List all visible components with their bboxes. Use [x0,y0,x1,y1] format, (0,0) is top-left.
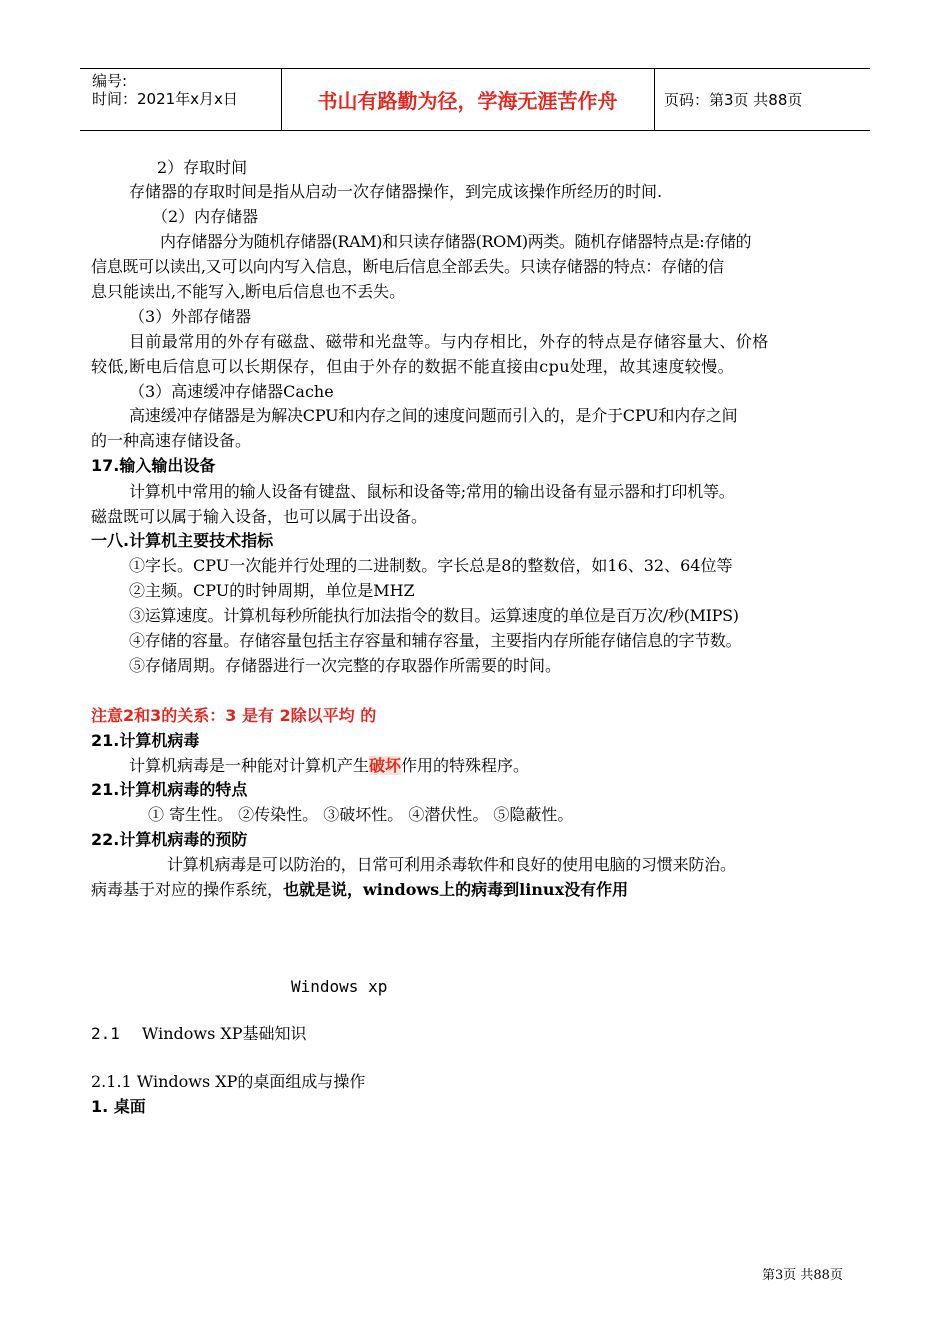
footer-page-number: 第3页 共88页 [762,1268,843,1283]
para-io-devices-2: 磁盘既可以属于输入设备，也可以属于出设备。 [91,507,428,526]
heading-virus-prevention: 22.计算机病毒的预防 [91,830,248,849]
virus-definition-highlight: 破坏 [369,756,402,775]
para-virus-prevention-1: 计算机病毒是可以防治的，日常可利用杀毒软件和良好的使用电脑的习惯来防治。 [167,855,736,874]
virus-prevention-normal: 病毒基于对应的操作系统， [91,880,284,899]
para-internal-memory-1: 内存储器分为随机存储器(RAM)和只读存储器(ROM)两类。随机存储器特点是:存储的 [160,232,752,251]
heading-2-1-number: 2.1 [91,1024,120,1043]
heading-tech-specs: 一八.计算机主要技术指标 [91,531,274,550]
para-external-memory-1: 目前最常用的外存有磁盘、磁带和光盘等。与内存相比，外存的特点是存储容量大、价格 [129,332,769,351]
section-title-windows-xp: Windows xp [291,977,388,996]
para-cache-1: 高速缓冲存储器是为解决CPU和内存之间的速度问题而引入的，是介于CPU和内存之间 [129,406,738,425]
header-page-number: 页码：第3页 共88页 [664,91,803,109]
heading-virus-features: 21.计算机病毒的特点 [91,780,248,799]
item-internal-memory: （2）内存储器 [152,207,259,226]
para-virus-definition [129,756,529,776]
heading-2-1-text: Windows XP基础知识 [141,1024,307,1043]
header-time: 时间：2021年x月x日 [92,90,238,108]
para-virus-prevention-2 [91,880,628,900]
virus-features-list: ① 寄生性。 ②传染性。 ③破坏性。 ④潜伏性。 ⑤隐蔽性。 [148,805,574,824]
header-number: 编号: [92,72,128,90]
spec-storage-capacity: ④存储的容量。存储容量包括主存容量和辅存容量，主要指内存所能存储信息的字节数。 [129,631,742,650]
virus-definition-start: 计算机病毒是一种能对计算机产生 [129,756,370,775]
heading-virus: 21.计算机病毒 [91,731,200,750]
spec-storage-cycle: ⑤存储周期。存储器进行一次完整的存取器作所需要的时间。 [129,656,562,675]
virus-definition-end: 作用的特殊程序。 [401,756,530,775]
heading-io-devices: 17.输入输出设备 [91,456,216,475]
para-external-memory-2: 较低,断电后信息可以长期保存，但由于外存的数据不能直接由cpu处理，故其速度较慢。 [91,357,734,376]
para-io-devices-1: 计算机中常用的输人设备有键盘、鼠标和设备等;常用的输出设备有显示器和打印机等。 [129,482,735,501]
heading-2-1-1: 2.1.1 Windows XP的桌面组成与操作 [91,1072,366,1091]
para-cache-2: 的一种高速存储设备。 [91,431,252,450]
header-motto: 书山有路勤为径，学海无涯苦作舟 [281,69,655,130]
page-header [80,68,870,131]
spec-clock-speed: ②主频。CPU的时钟周期，单位是MHZ [129,581,415,600]
heading-desktop: 1. 桌面 [91,1097,146,1116]
item-cache: （3）高速缓冲存储器Cache [129,382,334,401]
para-access-time: 存储器的存取时间是指从启动一次存储器操作，到完成该操作所经历的时间. [129,182,663,201]
item-access-time: 2）存取时间 [157,158,248,177]
header-meta [80,69,282,130]
item-external-memory: （3）外部存储器 [129,307,252,326]
para-internal-memory-3: 息只能读出,不能写入,断电后信息也不丢失。 [91,282,406,301]
virus-prevention-bold: 也就是说，windows上的病毒到linux没有作用 [283,880,629,899]
heading-2-1 [91,1024,307,1044]
spec-compute-speed: ③运算速度。计算机每秒所能执行加法指令的数目。运算速度的单位是百万次/秒(MIPS) [129,606,739,625]
spec-word-length: ①字长。CPU一次能并行处理的二进制数。字长总是8的整数倍，如16、32、64位等 [129,556,733,575]
para-internal-memory-2: 信息既可以读出,又可以向内写入信息，断电后信息全部丢失。只读存储器的特点：存储的信 [91,257,724,276]
note-relation: 注意2和3的关系：3 是有 2除以平均 的 [91,706,377,725]
